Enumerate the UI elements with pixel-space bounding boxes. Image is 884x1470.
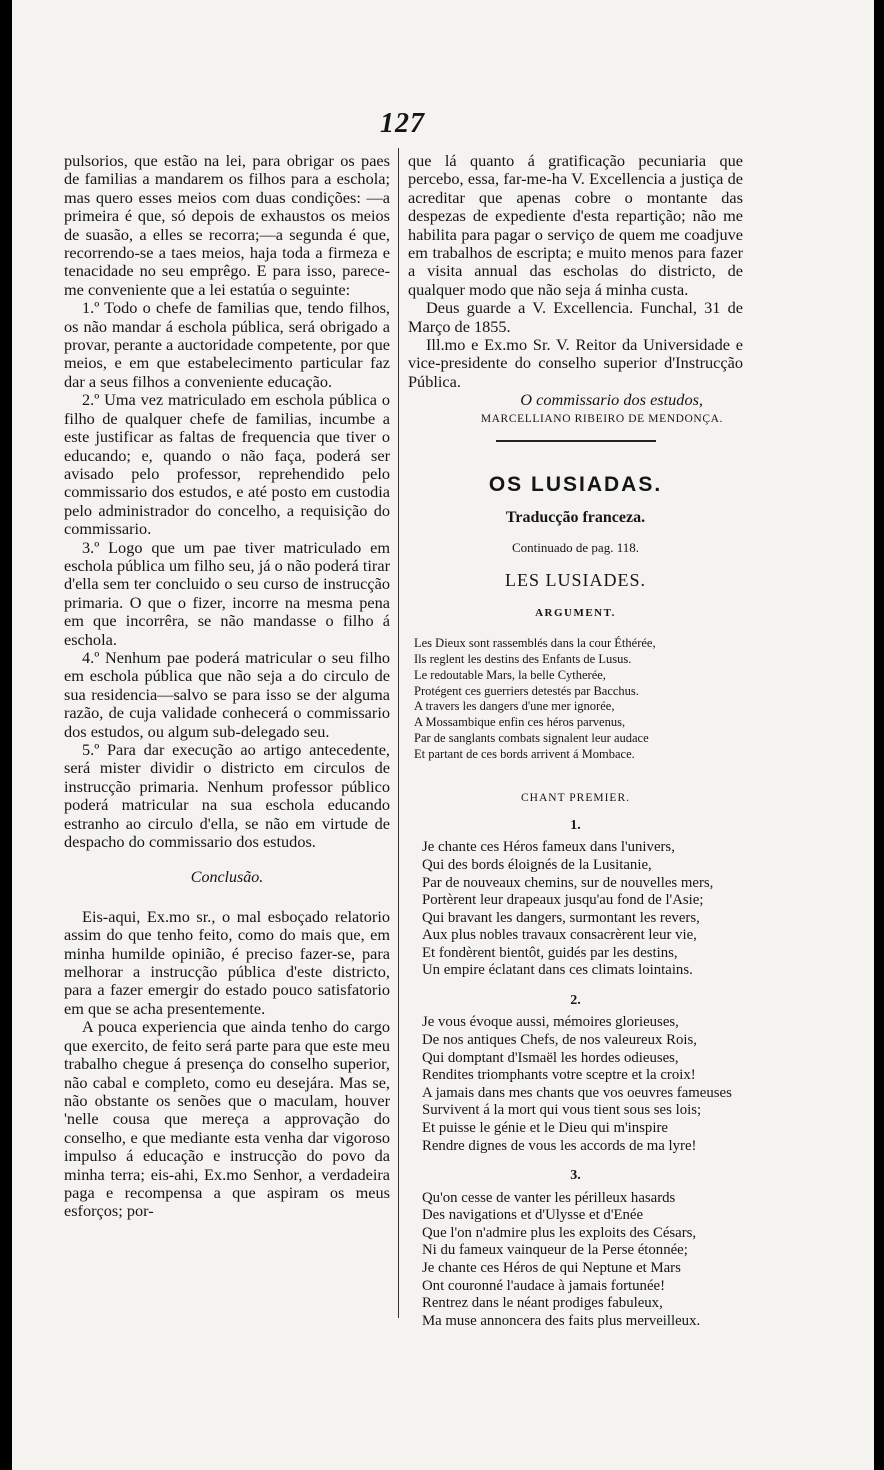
list-item: 1.º Todo o chefe de familias que, tendo filhos, os não mandar á eschola pública, será obrigado a provar, perante a auctoridade competente, por que meios, e em que estabelecimento particular faz dar a seus filhos a conveniente educação. bbox=[64, 298, 390, 391]
list-item: 5.º Para dar execução ao artigo antecedente, será mister dividir o districto em circulos de instrucção primaria. Nenhum professor público poderá matricular na sua eschola educando estranho ao circulo d'ella, se não em virtude de despacho do commissario dos estudos. bbox=[64, 740, 390, 852]
paragraph: Eis-aqui, Ex.mo sr., o mal esboçado relatorio assim do que tenho feito, como do mais que, em minha humilde opinião, é preciso fazer-se, para melhorar a instrucção pública d'este districto, para a fazer emergir do estado pouco satisfatorio em que se acha presentemente. bbox=[64, 906, 390, 1018]
page bbox=[12, 0, 874, 1470]
list-item: 2.º Uma vez matriculado em eschola pública o filho de qualquer chefe de familias, incumbe a este justificar as faltas de frequencia que tiver o educando; e, quando o não faça, poderá ser avisado pelo professor, reprehendido pelo commissario dos estudos, e até posto em custodia pelo administrador do concelho, a requisição do commissario. bbox=[64, 390, 390, 539]
verse-line: Je chante ces Héros fameux dans l'univers, bbox=[422, 839, 675, 856]
column-divider bbox=[398, 148, 399, 1318]
verse-line: Je chante ces Héros de qui Neptune et Mars bbox=[422, 1260, 681, 1276]
verse-line: Des navigations et d'Ulysse et d'Enée bbox=[422, 1207, 644, 1224]
stanza bbox=[408, 992, 743, 1155]
paragraph: A pouca experiencia que ainda tenho do cargo que exercito, de feito será parte para que este meu trabalho chegue á presença do conselho superior, não cabal e completo, como eu desejára. Mas se, não obstante os senões que o maculam, houver 'nelle cousa que mereça a approvação do conselho, e que mediante esta venha dar vigoroso impulso á educação e instrucção do povo da minha terra; eis-ahi, Ex.mo Senhor, a verdadeira paga e recompensa a que aspiram os meus esforços; por- bbox=[64, 1017, 390, 1221]
verse-line: Portèrent leur drapeaux jusqu'au fond de l'Asie; bbox=[422, 892, 704, 909]
argument-line: A Mossambique enfin ces héros parvenus, bbox=[414, 715, 626, 730]
verse-line: Rentrez dans le néant prodiges fabuleux, bbox=[422, 1295, 663, 1312]
argument-line: Et partant de ces bords arrivent á Mombace. bbox=[414, 746, 635, 761]
article-subtitle: Traducção franceza. bbox=[505, 508, 646, 526]
argument-line: Les Dieux sont rassemblés dans la cour Éthérée, bbox=[414, 636, 656, 651]
argument-line: Par de sanglants combats signalent leur audace bbox=[414, 730, 649, 745]
verse-line: Qu'on cesse de vanter les périlleux hasards bbox=[422, 1189, 676, 1206]
verse-line: Par de nouveaux chemins, sur de nouvelles mers, bbox=[422, 874, 714, 891]
verse-line: Et puisse le génie et le Dieu qui m'inspire bbox=[422, 1120, 668, 1137]
list-item: 4.º Nenhum pae poderá matricular o seu filho em eschola pública que não seja a do circulo de sua residencia—salvo se para isso se der alguma razão, de cuja validade conhecerá o commissario dos estudos, ou algum sub-delegado seu. bbox=[64, 647, 390, 741]
verse-line: Rendites triomphants votre sceptre et la croix! bbox=[422, 1067, 696, 1084]
verse-line: Qui des bords éloignés de la Lusitanie, bbox=[422, 856, 652, 873]
stanza-number: 1. bbox=[570, 817, 581, 833]
verse-line: Rendre dignes de vous les accords de ma lyre! bbox=[422, 1137, 697, 1154]
verse-line: Qui bravant les dangers, surmontant les revers, bbox=[422, 909, 700, 926]
argument-label: ARGUMENT. bbox=[535, 606, 616, 619]
chant-heading: CHANT PREMIER. bbox=[521, 791, 630, 804]
verse-line: Aux plus nobles travaux consacrèrent leur vie, bbox=[422, 927, 697, 944]
paragraph: Ill.mo e Ex.mo Sr. V. Reitor da Universidade e vice-presidente do conselho superior d'Instrucção Pública. bbox=[408, 335, 743, 391]
verse-line: Et fondèrent bientôt, guidés par les destins, bbox=[422, 944, 678, 961]
divider bbox=[496, 440, 656, 442]
verse-line: Ont couronné l'audace à jamais fortunée! bbox=[422, 1277, 666, 1294]
verse-line: Je vous évoque aussi, mémoires glorieuses, bbox=[422, 1014, 679, 1031]
verse-line: Que l'on n'admire plus les exploits des Césars, bbox=[422, 1224, 697, 1241]
list-item: 3.º Logo que um pae tiver matriculado em eschola pública um filho seu, já o não poderá tirar d'ella sem ter concluido o seu curso de instrucção primaria. O que o fizer, incorre na mesma pena em que incorrêra, se não mandasse o filho á eschola. bbox=[64, 537, 390, 649]
verse-line: Ni du fameux vainqueur de la Perse étonnée; bbox=[422, 1242, 688, 1259]
verse-line: A jamais dans mes chants que vos oeuvres fameuses bbox=[422, 1084, 732, 1101]
paragraph: Deus guarde a V. Excellencia. Funchal, 31 de Março de 1855. bbox=[408, 298, 743, 336]
stanza bbox=[408, 1167, 743, 1330]
verse-line: Ma muse annoncera des faits plus merveilleux. bbox=[422, 1312, 701, 1329]
verse-line: Un empire éclatant dans ces climats lointains. bbox=[422, 962, 693, 979]
right-column bbox=[408, 152, 743, 1342]
page-number: 127 bbox=[380, 108, 425, 139]
signature-title: O commissario dos estudos, bbox=[520, 390, 703, 410]
verse-line: Qui domptant d'Ismaël les hordes odieuses, bbox=[422, 1049, 679, 1066]
argument-line: Ils reglent les destins des Enfants de Lusus. bbox=[414, 651, 632, 666]
article-title: OS LUSIADAS. bbox=[488, 473, 663, 497]
argument-line: Le redoutable Mars, la belle Cytherée, bbox=[414, 667, 606, 682]
paragraph: que lá quanto á gratificação pecuniaria que percebo, essa, far-me-ha V. Excellencia a justiça de acreditar que apenas cobre o montante das despezas de expediente d'esta repartição; não me habilita para pagar o serviço de quem me coadjuve em trabalhos de escripta; e muito menos para fazer a visita annual das escholas do districto, de qualquer modo que não seja á minha custa. bbox=[408, 151, 743, 299]
verse-line: Survivent á la mort qui vous tient sous ses lois; bbox=[422, 1102, 702, 1119]
stanza-number: 2. bbox=[570, 993, 581, 1009]
poem-title: LES LUSIADES. bbox=[504, 570, 646, 591]
argument-block bbox=[408, 636, 743, 762]
section-heading: Conclusão. bbox=[190, 869, 264, 887]
continuation-note: Continuado de pag. 118. bbox=[512, 539, 639, 555]
signer-name: MARCELLIANO RIBEIRO DE MENDONÇA. bbox=[480, 412, 723, 425]
argument-line: A travers les dangers d'une mer ignorée, bbox=[414, 699, 615, 714]
paragraph: pulsorios, que estão na lei, para obrigar os paes de familias a mandarem os filhos para a eschola; mas quero esses meios com duas condições: —a primeira é que, só depois de exhaustos os meios de suasão, a elles se recorra;—a segunda é que, recorrendo-se a taes meios, haja toda a firmeza e tenacidade no seu emprêgo. E para isso, parece-me conveniente que a lei estatúa o seguinte: bbox=[64, 151, 390, 299]
verse-line: De nos antiques Chefs, de nos valeureux Rois, bbox=[422, 1032, 697, 1049]
stanza-number: 3. bbox=[570, 1168, 581, 1184]
left-column bbox=[64, 152, 390, 1221]
argument-line: Protégent ces guerriers detestés par Bacchus. bbox=[414, 683, 639, 698]
stanza bbox=[408, 817, 743, 980]
